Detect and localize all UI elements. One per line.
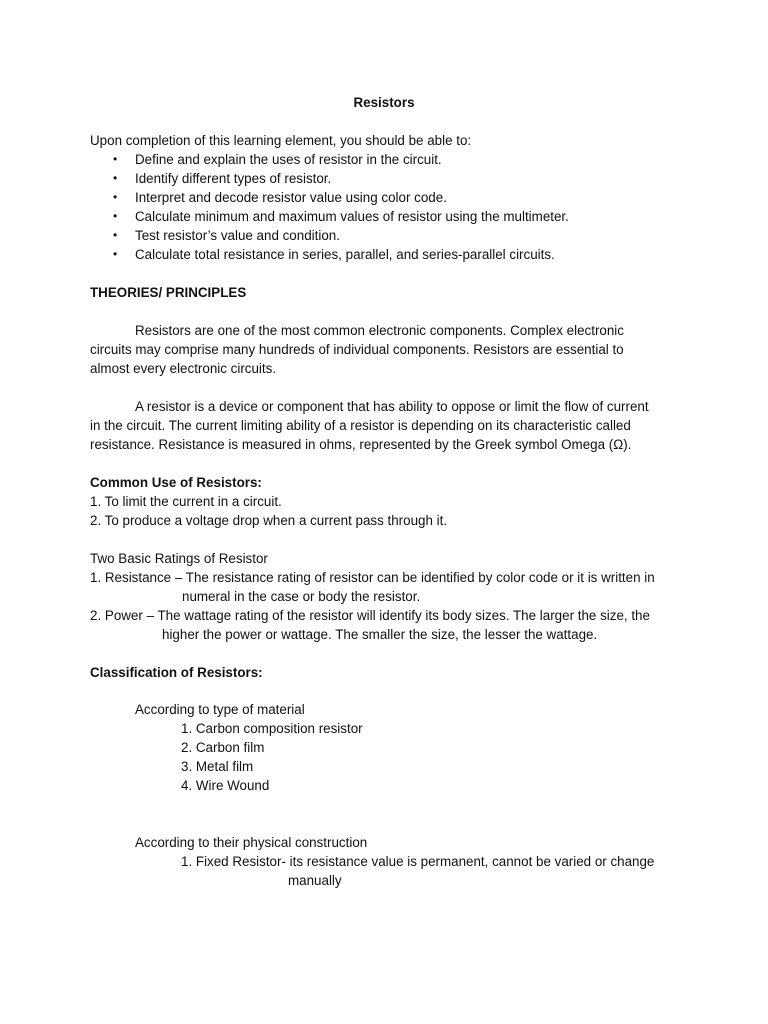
list-item: 4. Wire Wound xyxy=(181,778,270,793)
classification-heading: Classification of Resistors: xyxy=(90,665,263,680)
bullet-icon: • xyxy=(113,228,118,242)
list-item: 1. Carbon composition resistor xyxy=(181,721,363,736)
list-item: 3. Metal film xyxy=(181,759,254,774)
paragraph-line: resistance. Resistance is measured in ohms, represented by the Greek symbol Omega (Ω). xyxy=(90,437,632,452)
bullet-icon: • xyxy=(113,247,118,261)
construction-subheading: According to their physical construction xyxy=(135,835,368,850)
list-item-continuation: numeral in the case or body the resistor. xyxy=(182,589,421,604)
bullet-icon: • xyxy=(113,209,118,223)
list-item: Test resistor’s value and condition. xyxy=(135,228,340,243)
list-item: Define and explain the uses of resistor in the circuit. xyxy=(135,152,442,167)
material-subheading: According to type of material xyxy=(135,702,305,717)
paragraph-line: in the circuit. The current limiting ability of a resistor is depending on its characteristic called xyxy=(90,418,631,433)
list-item: 2. To produce a voltage drop when a current pass through it. xyxy=(90,513,448,528)
list-item: Interpret and decode resistor value using color code. xyxy=(135,190,447,205)
list-item: Calculate minimum and maximum values of resistor using the multimeter. xyxy=(135,209,569,224)
ratings-heading: Two Basic Ratings of Resistor xyxy=(90,551,268,566)
list-item: Identify different types of resistor. xyxy=(135,171,332,186)
list-item: 2. Carbon film xyxy=(181,740,265,755)
list-item: Calculate total resistance in series, parallel, and series-parallel circuits. xyxy=(135,247,555,262)
list-item-continuation: higher the power or wattage. The smaller the size, the lesser the wattage. xyxy=(162,627,598,642)
bullet-icon: • xyxy=(113,190,118,204)
intro-text: Upon completion of this learning element, you should be able to: xyxy=(90,133,472,148)
paragraph-line: circuits may comprise many hundreds of individual components. Resistors are essential to xyxy=(90,342,624,357)
paragraph-line: almost every electronic circuits. xyxy=(90,361,277,376)
bullet-icon: • xyxy=(113,152,118,166)
theories-heading: THEORIES/ PRINCIPLES xyxy=(90,285,247,300)
paragraph-line: A resistor is a device or component that has ability to oppose or limit the flow of current xyxy=(135,399,649,414)
paragraph-line: Resistors are one of the most common electronic components. Complex electronic xyxy=(135,323,624,338)
common-use-heading: Common Use of Resistors: xyxy=(90,475,262,490)
bullet-icon: • xyxy=(113,171,118,185)
list-item: 1. Fixed Resistor- its resistance value is permanent, cannot be varied or change xyxy=(181,854,655,869)
list-item: 1. Resistance – The resistance rating of resistor can be identified by color code or it is written in xyxy=(90,570,655,585)
list-item: 2. Power – The wattage rating of the resistor will identify its body sizes. The larger the size, the xyxy=(90,608,650,623)
list-item: 1. To limit the current in a circuit. xyxy=(90,494,282,509)
page-title: Resistors xyxy=(353,95,415,110)
list-item-continuation: manually xyxy=(288,873,342,888)
